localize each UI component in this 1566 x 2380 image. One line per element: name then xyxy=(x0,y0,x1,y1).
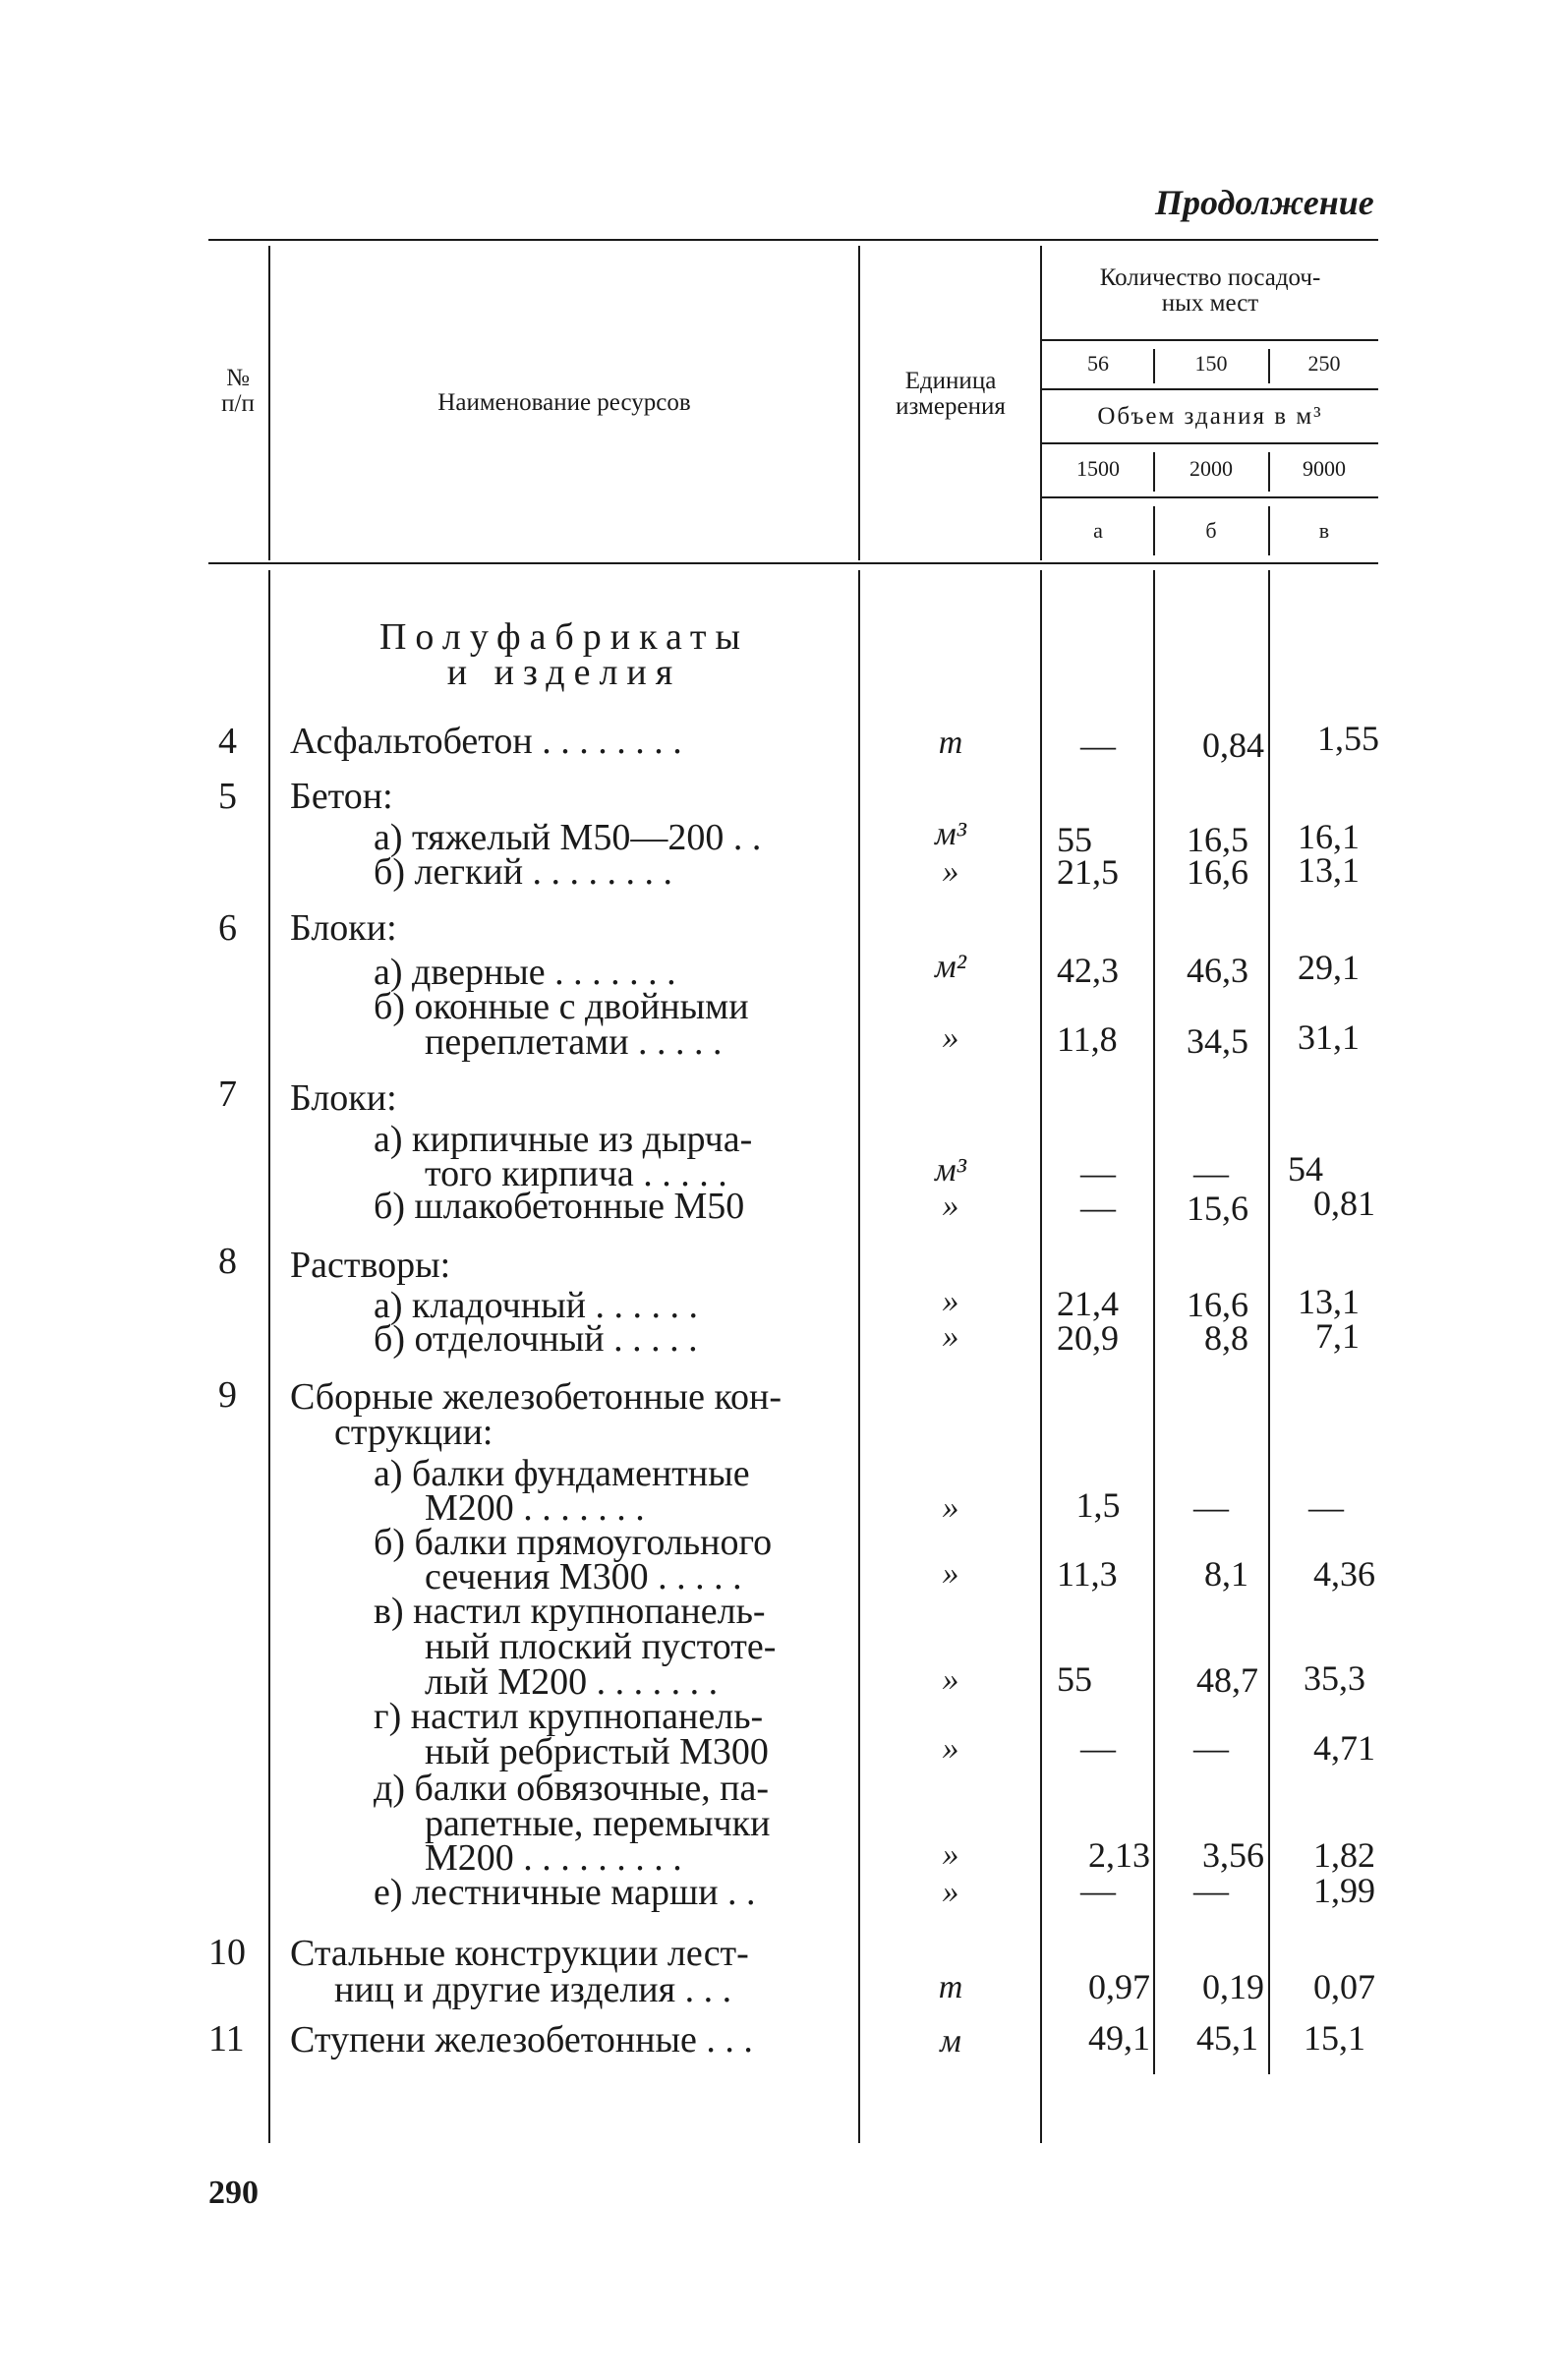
row-name: Ступени железобетонные . . . xyxy=(290,2019,753,2061)
row-value-b: 45,1 xyxy=(1196,2018,1258,2058)
row-value-c: 13,1 xyxy=(1298,850,1360,890)
row-value-c: 54 xyxy=(1288,1149,1323,1189)
header-tick xyxy=(1153,452,1155,492)
row-value-b: 16,5 xyxy=(1187,820,1248,859)
row-value-b: — xyxy=(1193,1487,1229,1527)
row-value-a: 42,3 xyxy=(1057,951,1119,990)
header-seats-bottom-rule xyxy=(1042,388,1378,390)
row-name: в) настил крупнопанель- xyxy=(374,1591,766,1632)
table-top-rule xyxy=(208,239,1378,241)
row-unit: » xyxy=(942,1489,959,1526)
row-name: д) балки обвязочные, па- xyxy=(374,1768,770,1809)
body-col-divider-4 xyxy=(1153,570,1155,2074)
section-title-line-2: и изделия xyxy=(446,652,682,693)
row-value-a: 2,13 xyxy=(1088,1835,1150,1875)
row-name-cont: переплетами . . . . . xyxy=(425,1021,723,1063)
row-value-a: 49,1 xyxy=(1088,2018,1150,2058)
row-value-c: 1,55 xyxy=(1317,719,1379,758)
continuation-label: Продолжение xyxy=(1155,183,1374,222)
row-value-a: 11,3 xyxy=(1057,1554,1118,1594)
row-name: Сборные железобетонные кон- xyxy=(290,1376,782,1418)
row-value-a: 11,8 xyxy=(1057,1019,1118,1059)
row-value-b: 8,1 xyxy=(1204,1554,1248,1594)
row-value-a: 55 xyxy=(1057,1659,1092,1699)
header-num-label: № п/п xyxy=(221,365,255,417)
header-tick xyxy=(1268,349,1270,383)
row-value-a: — xyxy=(1080,1728,1116,1768)
row-value-b: 3,56 xyxy=(1202,1835,1264,1875)
body-col-divider-2 xyxy=(858,570,860,2143)
row-name-cont: ный ребристый М300 xyxy=(425,1731,769,1772)
header-letter-b: б xyxy=(1205,518,1217,543)
row-name: Стальные конструкции лест- xyxy=(290,1933,749,1974)
row-unit: » xyxy=(942,1730,959,1767)
row-value-b: 0,84 xyxy=(1202,726,1264,765)
row-unit: т xyxy=(938,725,963,761)
row-value-c: 35,3 xyxy=(1304,1658,1365,1698)
row-number: 8 xyxy=(218,1241,237,1282)
row-value-b: — xyxy=(1193,1728,1229,1768)
row-value-b: 16,6 xyxy=(1187,1285,1248,1324)
row-name: а) дверные . . . . . . . xyxy=(374,952,676,993)
row-unit: » xyxy=(942,1019,959,1056)
row-name-cont: лый М200 . . . . . . . xyxy=(425,1661,719,1703)
row-number: 7 xyxy=(218,1074,237,1115)
header-volume-9000: 9000 xyxy=(1303,456,1346,481)
header-seats-150: 150 xyxy=(1194,351,1228,376)
row-unit: » xyxy=(942,1874,959,1910)
header-seats-label: Количество посадоч- ных мест xyxy=(1099,264,1321,317)
row-value-c: 7,1 xyxy=(1315,1316,1360,1356)
header-letter-a: а xyxy=(1093,518,1103,543)
row-name-cont: сечения М300 . . . . . xyxy=(425,1556,742,1597)
row-name: б) оконные с двойными xyxy=(374,986,749,1027)
header-volumes-rule xyxy=(1042,496,1378,498)
row-value-c: — xyxy=(1308,1487,1344,1527)
row-unit: м³ xyxy=(935,1152,966,1189)
row-value-c: 0,07 xyxy=(1313,1967,1375,2006)
body-col-divider-5 xyxy=(1268,570,1270,2074)
row-unit: » xyxy=(942,1836,959,1873)
row-value-a: 20,9 xyxy=(1057,1318,1119,1358)
row-value-a: 55 xyxy=(1057,820,1092,859)
row-name: а) кладочный . . . . . . xyxy=(374,1285,698,1326)
row-value-c: 0,81 xyxy=(1313,1184,1375,1223)
row-name: а) балки фундаментные xyxy=(374,1453,750,1494)
row-name: б) легкий . . . . . . . . xyxy=(374,851,673,893)
row-value-c: 29,1 xyxy=(1298,948,1360,987)
row-name: б) отделочный . . . . . xyxy=(374,1318,698,1360)
row-name-cont: М200 . . . . . . . xyxy=(425,1487,645,1529)
header-unit-label: Единица измерения xyxy=(896,368,1006,420)
header-seats-250: 250 xyxy=(1307,351,1341,376)
header-col-divider-3 xyxy=(1040,246,1042,560)
row-value-a: — xyxy=(1080,1153,1116,1192)
row-value-c: 1,82 xyxy=(1313,1835,1375,1875)
row-value-a: — xyxy=(1080,1871,1116,1910)
row-value-c: 4,36 xyxy=(1313,1554,1375,1594)
row-number: 10 xyxy=(208,1932,246,1973)
row-number: 4 xyxy=(218,721,237,762)
header-col-divider-2 xyxy=(858,246,860,560)
row-value-a: 1,5 xyxy=(1075,1485,1121,1525)
row-value-b: 15,6 xyxy=(1187,1189,1248,1228)
header-volume-1500: 1500 xyxy=(1076,456,1120,481)
header-tick xyxy=(1268,452,1270,492)
row-name: Блоки: xyxy=(290,907,397,949)
row-name: б) балки прямоугольного xyxy=(374,1522,773,1563)
row-name: Блоки: xyxy=(290,1077,397,1119)
row-name: е) лестничные марши . . xyxy=(374,1872,756,1913)
header-letter-v: в xyxy=(1318,518,1330,543)
row-name-cont: ниц и другие изделия . . . xyxy=(334,1969,732,2010)
header-volume-rule xyxy=(1042,442,1378,444)
row-name: г) настил крупнопанель- xyxy=(374,1696,764,1737)
row-name: Асфальтобетон . . . . . . . . xyxy=(290,721,682,762)
row-name: б) шлакобетонные М50 xyxy=(374,1186,745,1227)
row-unit: » xyxy=(942,1188,959,1224)
row-number: 6 xyxy=(218,907,237,949)
header-seats-56: 56 xyxy=(1087,351,1109,376)
row-value-c: 15,1 xyxy=(1304,2018,1365,2058)
row-name-cont: рапетные, перемычки xyxy=(425,1803,771,1844)
row-number: 11 xyxy=(208,2018,245,2060)
row-value-a: — xyxy=(1080,726,1116,765)
row-unit: » xyxy=(942,853,959,890)
row-name: Бетон: xyxy=(290,776,393,817)
row-unit: » xyxy=(942,1555,959,1592)
row-value-a: — xyxy=(1080,1188,1116,1227)
row-unit: » xyxy=(942,1661,959,1698)
row-value-c: 16,1 xyxy=(1298,817,1360,856)
row-value-a: 0,97 xyxy=(1088,1967,1150,2006)
row-name-cont: струкции: xyxy=(334,1412,493,1453)
row-name: а) тяжелый М50—200 . . xyxy=(374,817,762,858)
row-unit: т xyxy=(938,1969,963,2005)
row-name-cont: того кирпича . . . . . xyxy=(425,1153,727,1194)
row-value-b: — xyxy=(1193,1153,1229,1192)
row-name-cont: ный плоский пустоте- xyxy=(425,1626,777,1667)
row-name: Растворы: xyxy=(290,1245,451,1286)
row-unit: м³ xyxy=(935,816,966,852)
header-volume-2000: 2000 xyxy=(1189,456,1233,481)
header-col-divider-1 xyxy=(268,246,270,560)
header-tick xyxy=(1153,349,1155,383)
row-unit: » xyxy=(942,1318,959,1355)
body-col-divider-1 xyxy=(268,570,270,2143)
row-name-cont: М200 . . . . . . . . . xyxy=(425,1837,682,1879)
row-value-c: 31,1 xyxy=(1298,1017,1360,1057)
row-value-b: 34,5 xyxy=(1187,1021,1248,1061)
header-seats-rule xyxy=(1042,339,1378,341)
row-value-b: 8,8 xyxy=(1204,1318,1248,1358)
row-value-c: 4,71 xyxy=(1313,1728,1375,1768)
row-value-b: 16,6 xyxy=(1187,852,1248,892)
row-number: 5 xyxy=(218,776,237,817)
row-value-a: 21,5 xyxy=(1057,852,1119,892)
row-value-c: 1,99 xyxy=(1313,1871,1375,1910)
row-unit: м² xyxy=(935,949,966,985)
row-value-b: 46,3 xyxy=(1187,951,1248,990)
page-number: 290 xyxy=(208,2175,259,2211)
header-tick xyxy=(1153,506,1155,555)
row-value-b: 0,19 xyxy=(1202,1967,1264,2006)
body-col-divider-3 xyxy=(1040,570,1042,2143)
row-number: 9 xyxy=(218,1374,237,1416)
row-value-a: 21,4 xyxy=(1057,1284,1119,1323)
row-value-b: — xyxy=(1193,1871,1229,1910)
row-unit: » xyxy=(942,1283,959,1319)
section-title-line-1: Полуфабрикаты xyxy=(378,616,750,658)
row-value-b: 48,7 xyxy=(1196,1660,1258,1700)
header-name-label: Наименование ресурсов xyxy=(437,389,691,416)
header-bottom-rule xyxy=(208,562,1378,564)
row-value-c: 13,1 xyxy=(1298,1282,1360,1321)
header-volume-label: Объем здания в м³ xyxy=(1097,403,1323,430)
header-tick xyxy=(1268,506,1270,555)
row-name: а) кирпичные из дырча- xyxy=(374,1119,753,1160)
row-unit: м xyxy=(940,2023,961,2060)
